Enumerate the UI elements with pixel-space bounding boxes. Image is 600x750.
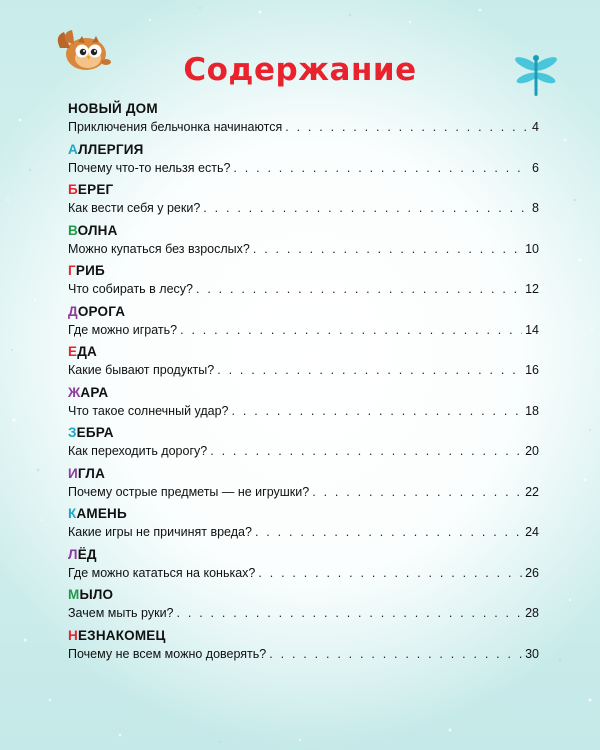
heading-rest: ЕРЕГ	[77, 182, 114, 197]
heading-rest: НОВЫЙ ДОМ	[68, 101, 158, 116]
entry-line	[68, 321, 539, 339]
entry-question: Зачем мыть руки?	[68, 606, 174, 620]
dot-leader	[285, 118, 529, 136]
entry-heading	[68, 424, 539, 442]
dot-leader	[180, 321, 522, 339]
toc-entry[interactable]	[68, 586, 539, 627]
toc-entry[interactable]	[68, 262, 539, 303]
heading-initial: И	[68, 465, 78, 481]
entry-heading	[68, 100, 539, 118]
table-of-contents	[68, 100, 539, 667]
entry-question: Можно купаться без взрослых?	[68, 241, 250, 256]
heading-initial: К	[68, 506, 77, 521]
entry-heading	[68, 627, 539, 645]
entry-line	[68, 604, 539, 622]
toc-entry[interactable]	[68, 100, 539, 141]
toc-entry[interactable]	[68, 546, 539, 587]
dot-leader	[196, 280, 522, 298]
dot-leader	[258, 564, 522, 582]
dot-leader	[253, 240, 522, 258]
entry-heading	[68, 505, 539, 523]
page-number: 10	[525, 241, 539, 256]
entry-heading	[68, 586, 539, 604]
page-number: 30	[525, 646, 539, 661]
heading-rest: АРА	[80, 384, 109, 400]
page-title: Содержание	[183, 52, 417, 88]
heading-rest: ДА	[77, 344, 97, 359]
entry-heading	[68, 384, 539, 402]
entry-line	[68, 361, 539, 379]
entry-heading	[68, 262, 539, 280]
dot-leader	[312, 483, 522, 501]
entry-line	[68, 483, 539, 501]
dot-leader	[210, 442, 522, 460]
toc-entry[interactable]	[68, 181, 539, 222]
heading-initial: Е	[68, 344, 78, 359]
entry-line	[68, 199, 539, 217]
heading-initial: А	[68, 141, 79, 157]
entry-question: Где можно кататься на коньках?	[68, 565, 256, 580]
heading-initial: Г	[68, 263, 76, 278]
heading-rest: РИБ	[75, 263, 105, 278]
entry-line	[68, 442, 539, 460]
entry-question: Почему не всем можно доверять?	[68, 646, 267, 661]
page-number: 22	[525, 484, 539, 499]
entry-heading	[68, 343, 539, 361]
entry-line	[68, 645, 539, 663]
entry-line	[68, 402, 539, 420]
heading-rest: ЫЛО	[79, 587, 114, 602]
page-number: 18	[525, 403, 539, 418]
heading-initial: Д	[68, 303, 78, 319]
entry-question: Приключения бельчонка начинаются	[68, 120, 283, 134]
dragonfly-icon	[510, 50, 562, 98]
page-number: 12	[525, 282, 539, 296]
page-number: 20	[525, 444, 539, 458]
entry-question: Как переходить дорогу?	[68, 444, 208, 458]
heading-rest: ЁД	[77, 546, 97, 562]
toc-entry[interactable]	[68, 141, 539, 182]
page-number: 16	[525, 363, 539, 377]
page-number: 8	[532, 201, 539, 215]
heading-initial: Б	[68, 182, 78, 197]
toc-entry[interactable]	[68, 222, 539, 263]
entry-line	[68, 159, 539, 177]
entry-question: Где можно играть?	[68, 322, 178, 337]
heading-rest: ОЛНА	[77, 222, 118, 238]
heading-initial: М	[68, 587, 80, 602]
dot-leader	[203, 199, 529, 217]
heading-initial: Ж	[68, 384, 81, 400]
entry-heading	[68, 141, 539, 159]
toc-entry[interactable]	[68, 384, 539, 425]
heading-rest: ОРОГА	[77, 303, 126, 319]
entry-line	[68, 118, 539, 136]
heading-rest: ЛЛЕРГИЯ	[78, 141, 144, 157]
entry-question: Какие бывают продукты?	[68, 363, 215, 377]
entry-heading	[68, 465, 539, 483]
entry-question: Почему острые предметы — не игрушки?	[68, 484, 310, 499]
entry-heading	[68, 546, 539, 564]
page-number: 26	[525, 565, 539, 580]
toc-entry[interactable]	[68, 627, 539, 668]
dot-leader	[233, 159, 529, 177]
dot-leader	[232, 402, 523, 420]
toc-entry[interactable]	[68, 303, 539, 344]
heading-initial: Н	[68, 627, 78, 643]
toc-entry[interactable]	[68, 505, 539, 546]
heading-rest: ЕБРА	[76, 425, 114, 440]
entry-line	[68, 280, 539, 298]
heading-initial: З	[68, 425, 77, 440]
entry-heading	[68, 222, 539, 240]
toc-entry[interactable]	[68, 424, 539, 465]
heading-rest: АМЕНЬ	[76, 506, 127, 521]
page-number: 14	[525, 322, 539, 337]
entry-question: Почему что-то нельзя есть?	[68, 160, 231, 175]
entry-question: Какие игры не причинят вреда?	[68, 525, 252, 539]
page-number: 4	[532, 120, 539, 134]
heading-initial: В	[68, 222, 78, 238]
dot-leader	[177, 604, 523, 622]
heading-rest: ГЛА	[77, 465, 106, 481]
page-number: 24	[525, 525, 539, 539]
entry-line	[68, 523, 539, 541]
page-number: 6	[532, 160, 539, 175]
entry-question: Как вести себя у реки?	[68, 201, 201, 215]
heading-rest: ЕЗНАКОМЕЦ	[77, 627, 166, 643]
toc-entry[interactable]	[68, 465, 539, 506]
entry-line	[68, 564, 539, 582]
heading-initial: Л	[68, 546, 78, 562]
entry-heading	[68, 181, 539, 199]
entry-line	[68, 240, 539, 258]
entry-question: Что собирать в лесу?	[68, 282, 193, 296]
dot-leader	[269, 645, 522, 663]
entry-heading	[68, 303, 539, 321]
dot-leader	[217, 361, 522, 379]
entry-question: Что такое солнечный удар?	[68, 403, 229, 418]
page-number: 28	[525, 606, 539, 620]
dot-leader	[255, 523, 522, 541]
toc-entry[interactable]	[68, 343, 539, 384]
